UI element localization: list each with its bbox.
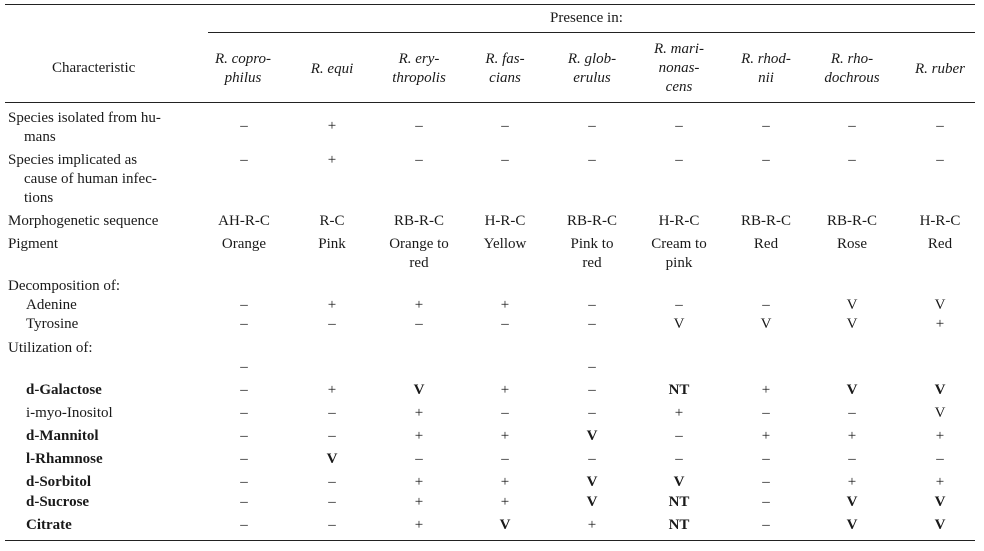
row-label-isolated: Species isolated from hu- mans — [8, 110, 161, 145]
table-cell: – — [762, 517, 770, 533]
table-cell: V — [673, 474, 685, 490]
table-cell: + — [414, 474, 424, 490]
species-header-6: R. mari- nonas- cens — [654, 41, 704, 95]
row-label-rhamnose: l-Rhamnose — [26, 451, 103, 467]
table-cell: – — [675, 428, 683, 444]
table-cell: – — [588, 359, 596, 375]
bottom-rule — [5, 540, 975, 541]
table-cell: – — [848, 118, 856, 134]
table-cell: – — [501, 118, 509, 134]
table-cell: – — [848, 451, 856, 467]
table-cell: V — [934, 494, 946, 510]
table-cell: Red — [753, 236, 779, 252]
table-cell: Pink to red — [570, 236, 614, 271]
table-cell: – — [328, 517, 336, 533]
table-cell: + — [414, 428, 424, 444]
table-cell: – — [762, 297, 770, 313]
table-cell: – — [240, 517, 248, 533]
species-header-9: R. ruber — [915, 61, 965, 77]
table-cell: H-R-C — [658, 213, 700, 229]
table-cell: – — [240, 316, 248, 332]
table-cell: Red — [927, 236, 953, 252]
table-cell: Rose — [837, 236, 867, 252]
table-cell: – — [588, 405, 596, 421]
table-cell: + — [500, 382, 510, 398]
group-label: Presence in: — [550, 10, 623, 26]
top-rule — [5, 4, 975, 5]
table-cell: – — [328, 474, 336, 490]
row-label-sucrose: d-Sucrose — [26, 494, 90, 510]
table-cell: – — [501, 405, 509, 421]
table-cell: Orange — [221, 236, 267, 252]
species-header-4: R. fas- cians — [485, 51, 525, 86]
table-cell: – — [762, 118, 770, 134]
species-header-7: R. rhod- nii — [741, 51, 791, 86]
table-cell: V — [846, 494, 858, 510]
table-cell: – — [240, 451, 248, 467]
table-cell: + — [327, 152, 337, 168]
row-label-mannitol: d-Mannitol — [26, 428, 99, 444]
table-cell: – — [240, 382, 248, 398]
table-cell: – — [588, 297, 596, 313]
species-header-2: R. equi — [310, 61, 354, 77]
table-cell: + — [587, 517, 597, 533]
row-label-pigment: Pigment — [8, 236, 59, 252]
table-cell: R-C — [319, 213, 345, 229]
table-cell: – — [675, 152, 683, 168]
table-cell: + — [500, 297, 510, 313]
table-cell: AH-R-C — [218, 213, 270, 229]
table-cell: + — [414, 494, 424, 510]
table-cell: Pink — [318, 236, 346, 252]
species-header-3: R. ery- thropolis — [392, 51, 446, 86]
table-cell: – — [328, 405, 336, 421]
table-cell: – — [415, 316, 423, 332]
table-cell: – — [936, 118, 944, 134]
table-cell: H-R-C — [919, 213, 961, 229]
table-cell: + — [500, 428, 510, 444]
row-label-galactose: d-Galactose — [26, 382, 102, 398]
table-cell: + — [500, 474, 510, 490]
species-header-8: R. rho- dochrous — [824, 51, 880, 86]
table-cell: – — [240, 118, 248, 134]
table-cell: V — [673, 316, 685, 332]
species-header-5: R. glob- erulus — [567, 51, 617, 86]
table-cell: V — [846, 316, 858, 332]
table-cell: – — [240, 359, 248, 375]
table-cell: + — [935, 316, 945, 332]
table-cell: – — [501, 152, 509, 168]
table-cell: H-R-C — [484, 213, 526, 229]
table-cell: – — [762, 451, 770, 467]
row-label-inositol: i-myo-Inositol — [26, 405, 113, 421]
row-label-citrate: Citrate — [26, 517, 72, 533]
table-cell: – — [328, 494, 336, 510]
table-cell: – — [240, 474, 248, 490]
table-cell: – — [588, 152, 596, 168]
characteristic-header: Characteristic — [52, 60, 136, 76]
table-cell: + — [500, 494, 510, 510]
table-cell: RB-R-C — [566, 213, 617, 229]
table-cell: V — [499, 517, 511, 533]
table-cell: NT — [668, 517, 690, 533]
table-cell: V — [934, 405, 946, 421]
table-cell: – — [415, 451, 423, 467]
row-label-sorbitol: d-Sorbitol — [26, 474, 92, 490]
table-cell: – — [328, 428, 336, 444]
table-cell: – — [762, 474, 770, 490]
table-cell: + — [761, 428, 771, 444]
table-cell: – — [848, 405, 856, 421]
table-cell: V — [934, 517, 946, 533]
table-cell: V — [934, 297, 946, 313]
row-label-implicated: Species implicated as cause of human infec- tions — [8, 152, 157, 206]
table-cell: RB-R-C — [826, 213, 877, 229]
table-cell: – — [240, 152, 248, 168]
table-cell: NT — [668, 382, 690, 398]
table-cell: – — [415, 118, 423, 134]
table-cell: – — [240, 428, 248, 444]
table-cell: + — [414, 517, 424, 533]
table-cell: V — [760, 316, 772, 332]
table-cell: + — [761, 382, 771, 398]
table-cell: + — [935, 474, 945, 490]
table-cell: – — [675, 451, 683, 467]
table-cell: + — [674, 405, 684, 421]
table-cell: – — [848, 152, 856, 168]
table-cell: – — [762, 152, 770, 168]
table-cell: V — [934, 382, 946, 398]
table-cell: V — [586, 494, 598, 510]
row-label-utilization: Utilization of: — [8, 340, 93, 356]
row-label-tyrosine: Tyrosine — [26, 316, 79, 332]
table-cell: – — [501, 316, 509, 332]
table-cell: – — [240, 494, 248, 510]
row-label-decomposition: Decomposition of: — [8, 278, 121, 294]
table-cell: Cream to pink — [651, 236, 707, 271]
table-cell: – — [762, 494, 770, 510]
table-cell: + — [327, 118, 337, 134]
table-cell: V — [846, 297, 858, 313]
table-cell: NT — [668, 494, 690, 510]
table-cell: V — [326, 451, 338, 467]
table-cell: V — [413, 382, 425, 398]
table-cell: – — [675, 118, 683, 134]
table-cell: + — [414, 405, 424, 421]
table-cell: – — [501, 451, 509, 467]
table-cell: V — [846, 517, 858, 533]
table-cell: – — [588, 382, 596, 398]
table-cell: Orange to red — [389, 236, 449, 271]
table-cell: V — [586, 428, 598, 444]
table-cell: + — [327, 297, 337, 313]
table-cell: – — [328, 316, 336, 332]
table-cell: + — [847, 474, 857, 490]
row-label-morphogenetic: Morphogenetic sequence — [8, 213, 159, 229]
header-rule — [5, 102, 975, 103]
table-cell: + — [847, 428, 857, 444]
table-cell: + — [414, 297, 424, 313]
table-cell: Yellow — [483, 236, 527, 252]
table-cell: V — [586, 474, 598, 490]
table-cell: – — [588, 451, 596, 467]
table-cell: – — [762, 405, 770, 421]
table-cell: – — [936, 152, 944, 168]
table-cell: – — [240, 405, 248, 421]
table-cell: + — [327, 382, 337, 398]
group-rule — [208, 32, 975, 33]
table-cell: – — [240, 297, 248, 313]
table-cell: RB-R-C — [740, 213, 791, 229]
table-cell: – — [415, 152, 423, 168]
table-cell: + — [935, 428, 945, 444]
table-cell: RB-R-C — [393, 213, 444, 229]
species-header-1: R. copro- philus — [214, 51, 272, 86]
row-label-adenine: Adenine — [26, 297, 77, 313]
table-cell: – — [936, 451, 944, 467]
table-cell: V — [846, 382, 858, 398]
table-cell: – — [588, 118, 596, 134]
table-cell: – — [675, 297, 683, 313]
table-cell: – — [588, 316, 596, 332]
